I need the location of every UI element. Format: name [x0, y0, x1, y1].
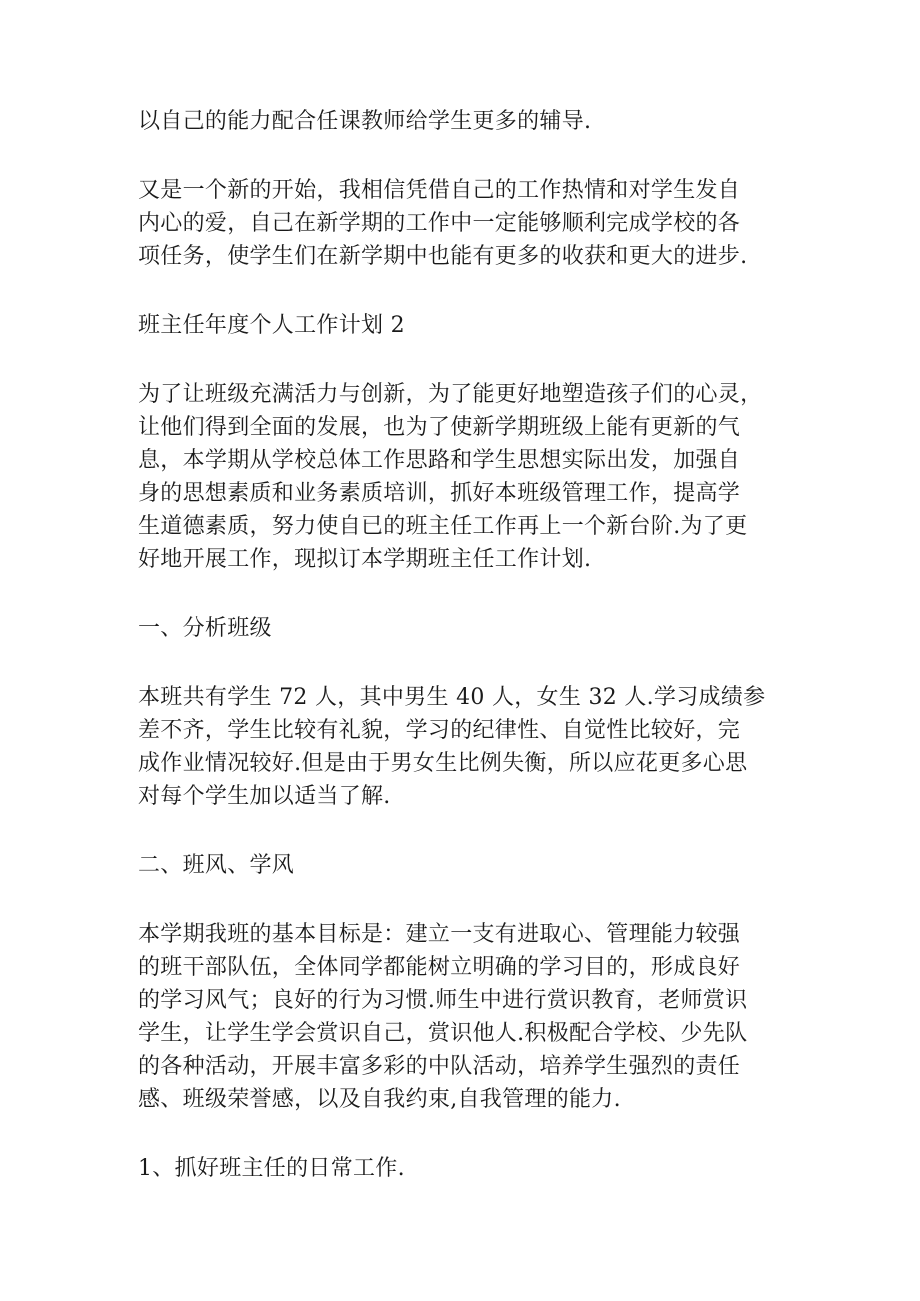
text-line: 本学期我班的基本目标是：建立一支有进取心、管理能力较强: [138, 922, 741, 947]
section-title-plan-2: [138, 309, 788, 342]
text-line: 为了让班级充满活力与创新，为了能更好地塑造孩子们的心灵，: [138, 382, 763, 407]
text-line: 学生，让学生学会赏识自己，赏识他人.积极配合学校、少先队: [138, 1021, 748, 1046]
paragraph-semester-goals: [138, 918, 788, 1116]
text-line: 以自己的能力配合任课教师给学生更多的辅导.: [138, 109, 592, 134]
text-line: 让他们得到全面的发展，也为了使新学期班级上能有更新的气: [138, 415, 741, 440]
text-line: 差不齐，学生比较有礼貌，学习的纪律性、自觉性比较好，完: [138, 718, 741, 743]
text-line: 对每个学生加以适当了解.: [138, 784, 391, 809]
paragraph-introduction: [138, 378, 788, 576]
heading-text: 二、班风、学风: [138, 853, 295, 878]
heading-text: 班主任年度个人工作计划 2: [138, 313, 405, 338]
section-heading-class-style: [138, 849, 788, 882]
text-line: 本班共有学生 72 人，其中男生 40 人，女生 32 人.学习成绩参: [138, 685, 766, 710]
text-line: 的各种活动，开展丰富多彩的中队活动，培养学生强烈的责任: [138, 1054, 741, 1079]
heading-text: 1、抓好班主任的日常工作.: [138, 1156, 405, 1181]
paragraph-closing-counseling: [138, 105, 788, 138]
text-line: 好地开展工作，现拟订本学期班主任工作计划.: [138, 547, 592, 572]
text-line: 又是一个新的开始，我相信凭借自己的工作热情和对学生发自: [138, 178, 741, 203]
text-line: 项任务，使学生们在新学期中也能有更多的收获和更大的进步.: [138, 244, 748, 269]
text-line: 息，本学期从学校总体工作思路和学生思想实际出发，加强自: [138, 448, 741, 473]
heading-text: 一、分析班级: [138, 616, 272, 641]
document-page: [138, 105, 788, 1221]
section-heading-analysis: [138, 612, 788, 645]
paragraph-new-start: [138, 174, 788, 273]
text-line: 感、班级荣誉感，以及自我约束,自我管理的能力.: [138, 1087, 621, 1112]
text-line: 身的思想素质和业务素质培训，抓好本班级管理工作，提高学: [138, 481, 741, 506]
text-line: 的班干部队伍，全体同学都能树立明确的学习目的，形成良好: [138, 955, 741, 980]
text-line: 生道德素质，努力使自已的班主任工作再上一个新台阶.为了更: [138, 514, 748, 539]
text-line: 成作业情况较好.但是由于男女生比例失衡，所以应花更多心思: [138, 751, 748, 776]
text-line: 内心的爱，自己在新学期的工作中一定能够顺利完成学校的各: [138, 211, 741, 236]
paragraph-class-analysis: [138, 681, 788, 813]
subsection-heading-daily-work: [138, 1152, 788, 1185]
text-line: 的学习风气；良好的行为习惯.师生中进行赏识教育，老师赏识: [138, 988, 748, 1013]
